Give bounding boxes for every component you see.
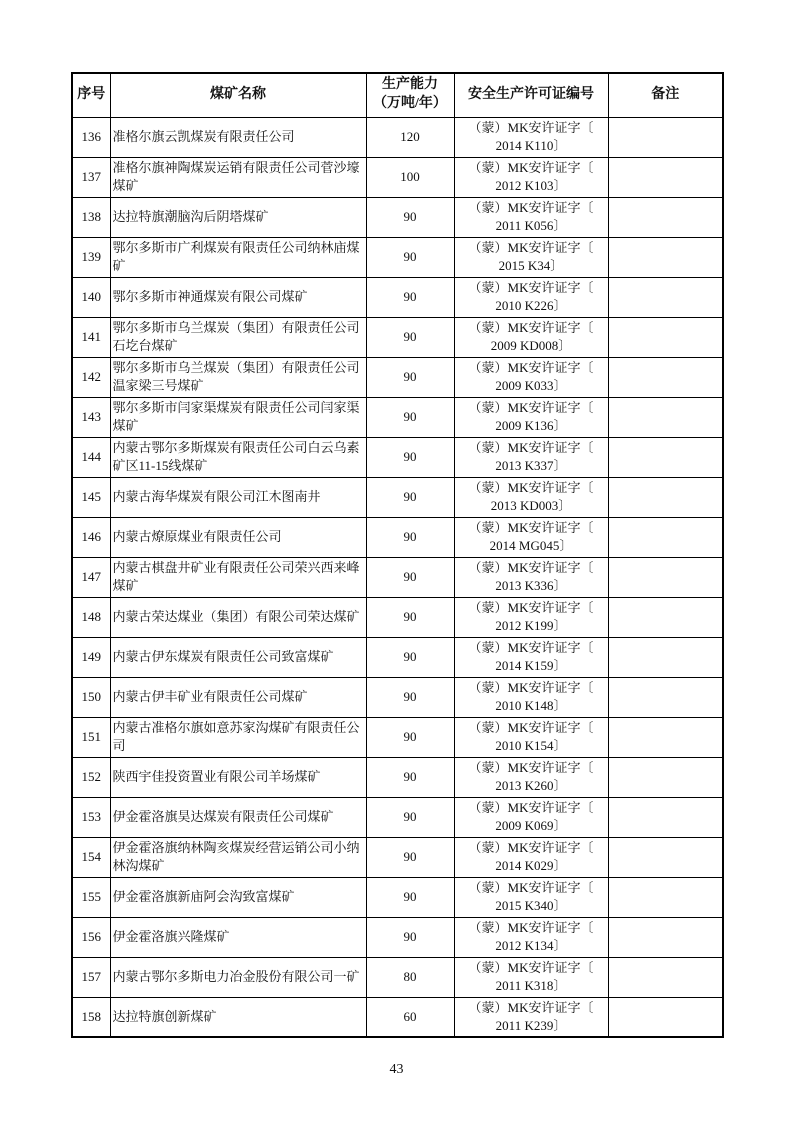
license-code: 2011 K056〕 (495, 218, 567, 233)
capacity-value: 90 (366, 437, 454, 477)
capacity-value: 80 (366, 957, 454, 997)
row-index: 151 (72, 717, 110, 757)
table-row (72, 757, 723, 797)
capacity-value: 90 (366, 557, 454, 597)
row-index: 139 (72, 237, 110, 277)
capacity-value: 90 (366, 197, 454, 237)
row-index: 158 (72, 997, 110, 1037)
page-number: 43 (389, 1062, 404, 1077)
remark-cell (608, 757, 723, 797)
license-number (454, 437, 608, 477)
remark-cell (608, 437, 723, 477)
row-index: 143 (72, 397, 110, 437)
license-prefix: （蒙）MK安许证字〔 (468, 520, 594, 536)
license-number (454, 757, 608, 797)
license-prefix: （蒙）MK安许证字〔 (468, 720, 594, 736)
remark-cell (608, 597, 723, 637)
table-row (72, 437, 723, 477)
license-prefix: （蒙）MK安许证字〔 (468, 120, 594, 136)
license-number (454, 397, 608, 437)
capacity-value: 90 (366, 357, 454, 397)
table-row (72, 957, 723, 997)
remark-cell (608, 877, 723, 917)
license-number (454, 357, 608, 397)
table-row (72, 877, 723, 917)
license-number (454, 117, 608, 157)
capacity-value: 90 (366, 237, 454, 277)
license-code: 2010 K148〕 (495, 698, 567, 713)
remark-cell (608, 557, 723, 597)
row-index: 138 (72, 197, 110, 237)
table-row (72, 797, 723, 837)
capacity-value: 90 (366, 477, 454, 517)
remark-cell (608, 517, 723, 557)
license-prefix: （蒙）MK安许证字〔 (468, 640, 594, 656)
remark-cell (608, 637, 723, 677)
mine-name: 鄂尔多斯市闫家渠煤炭有限责任公司闫家渠煤矿 (110, 397, 366, 437)
mine-name: 内蒙古伊丰矿业有限责任公司煤矿 (110, 677, 366, 717)
mine-name: 内蒙古荣达煤业（集团）有限公司荣达煤矿 (110, 597, 366, 637)
license-prefix: （蒙）MK安许证字〔 (468, 800, 594, 816)
table-row (72, 397, 723, 437)
header-capacity-line2: （万吨/年） (373, 96, 447, 112)
capacity-value: 90 (366, 517, 454, 557)
capacity-value: 90 (366, 397, 454, 437)
license-code: 2014 K029〕 (495, 858, 567, 873)
table-row (72, 317, 723, 357)
license-prefix: （蒙）MK安许证字〔 (468, 480, 594, 496)
license-code: 2011 K318〕 (495, 978, 567, 993)
row-index: 140 (72, 277, 110, 317)
table-row (72, 277, 723, 317)
license-prefix: （蒙）MK安许证字〔 (468, 840, 594, 856)
table-row (72, 557, 723, 597)
table-row (72, 117, 723, 157)
license-code: 2013 K336〕 (495, 578, 567, 593)
remark-cell (608, 717, 723, 757)
license-number (454, 317, 608, 357)
header-capacity (366, 73, 454, 117)
mine-name: 达拉特旗创新煤矿 (110, 997, 366, 1037)
row-index: 155 (72, 877, 110, 917)
license-number (454, 957, 608, 997)
license-prefix: （蒙）MK安许证字〔 (468, 560, 594, 576)
remark-cell (608, 837, 723, 877)
table-body (72, 117, 723, 1037)
license-code: 2013 K260〕 (495, 778, 567, 793)
row-index: 156 (72, 917, 110, 957)
row-index: 142 (72, 357, 110, 397)
license-code: 2012 K134〕 (495, 938, 567, 953)
license-code: 2015 K34〕 (498, 258, 564, 273)
mine-name: 伊金霍洛旗兴隆煤矿 (110, 917, 366, 957)
mine-name: 内蒙古棋盘井矿业有限责任公司荣兴西来峰煤矿 (110, 557, 366, 597)
remark-cell (608, 917, 723, 957)
row-index: 141 (72, 317, 110, 357)
table-row (72, 157, 723, 197)
table-row (72, 477, 723, 517)
license-code: 2014 K110〕 (495, 138, 567, 153)
license-prefix: （蒙）MK安许证字〔 (468, 280, 594, 296)
mine-name: 鄂尔多斯市广利煤炭有限责任公司纳林庙煤矿 (110, 237, 366, 277)
table-row (72, 517, 723, 557)
table-row (72, 637, 723, 677)
header-capacity-line1: 生产能力 (382, 77, 438, 93)
remark-cell (608, 957, 723, 997)
license-prefix: （蒙）MK安许证字〔 (468, 240, 594, 256)
license-code: 2009 KD008〕 (490, 338, 572, 353)
license-number (454, 477, 608, 517)
capacity-value: 90 (366, 757, 454, 797)
mine-name: 伊金霍洛旗新庙阿会沟致富煤矿 (110, 877, 366, 917)
license-prefix: （蒙）MK安许证字〔 (468, 880, 594, 896)
row-index: 136 (72, 117, 110, 157)
remark-cell (608, 477, 723, 517)
license-code: 2009 K136〕 (495, 418, 567, 433)
row-index: 154 (72, 837, 110, 877)
coal-mine-table-container (71, 72, 722, 1038)
license-prefix: （蒙）MK安许证字〔 (468, 200, 594, 216)
mine-name: 伊金霍洛旗昊达煤炭有限责任公司煤矿 (110, 797, 366, 837)
table-row (72, 917, 723, 957)
capacity-value: 90 (366, 597, 454, 637)
mine-name: 内蒙古伊东煤炭有限责任公司致富煤矿 (110, 637, 366, 677)
license-prefix: （蒙）MK安许证字〔 (468, 360, 594, 376)
mine-name: 鄂尔多斯市乌兰煤炭（集团）有限责任公司石圪台煤矿 (110, 317, 366, 357)
license-number (454, 157, 608, 197)
license-prefix: （蒙）MK安许证字〔 (468, 440, 594, 456)
row-index: 153 (72, 797, 110, 837)
license-prefix: （蒙）MK安许证字〔 (468, 960, 594, 976)
remark-cell (608, 997, 723, 1037)
header-mine-name: 煤矿名称 (110, 73, 366, 117)
capacity-value: 90 (366, 677, 454, 717)
row-index: 152 (72, 757, 110, 797)
header-license: 安全生产许可证编号 (454, 73, 608, 117)
table-row (72, 357, 723, 397)
license-code: 2013 KD003〕 (490, 498, 572, 513)
row-index: 150 (72, 677, 110, 717)
table-row (72, 677, 723, 717)
row-index: 145 (72, 477, 110, 517)
remark-cell (608, 157, 723, 197)
remark-cell (608, 117, 723, 157)
remark-cell (608, 797, 723, 837)
mine-name: 内蒙古燎原煤业有限责任公司 (110, 517, 366, 557)
license-number (454, 517, 608, 557)
license-number (454, 597, 608, 637)
license-number (454, 637, 608, 677)
table-row (72, 997, 723, 1037)
capacity-value: 90 (366, 317, 454, 357)
license-code: 2010 K226〕 (495, 298, 567, 313)
capacity-value: 90 (366, 277, 454, 317)
license-number (454, 797, 608, 837)
capacity-value: 60 (366, 997, 454, 1037)
capacity-value: 90 (366, 637, 454, 677)
license-number (454, 557, 608, 597)
license-number (454, 677, 608, 717)
license-code: 2011 K239〕 (495, 1017, 567, 1033)
remark-cell (608, 317, 723, 357)
mine-name: 内蒙古鄂尔多斯电力冶金股份有限公司一矿 (110, 957, 366, 997)
license-code: 2013 K337〕 (495, 458, 567, 473)
license-prefix: （蒙）MK安许证字〔 (468, 760, 594, 776)
license-prefix: （蒙）MK安许证字〔 (468, 160, 594, 176)
capacity-value: 90 (366, 917, 454, 957)
row-index: 157 (72, 957, 110, 997)
remark-cell (608, 397, 723, 437)
table-row (72, 717, 723, 757)
mine-name: 达拉特旗潮脑沟后阴塔煤矿 (110, 197, 366, 237)
capacity-value: 90 (366, 837, 454, 877)
license-code: 2009 K069〕 (495, 818, 567, 833)
mine-name: 鄂尔多斯市乌兰煤炭（集团）有限责任公司温家梁三号煤矿 (110, 357, 366, 397)
license-number (454, 237, 608, 277)
remark-cell (608, 357, 723, 397)
license-code: 2012 K199〕 (495, 618, 567, 633)
license-number (454, 717, 608, 757)
capacity-value: 90 (366, 797, 454, 837)
mine-name: 准格尔旗云凯煤炭有限责任公司 (110, 117, 366, 157)
row-index: 149 (72, 637, 110, 677)
license-number (454, 997, 608, 1037)
mine-name: 内蒙古鄂尔多斯煤炭有限责任公司白云乌素矿区11-15线煤矿 (110, 437, 366, 477)
capacity-value: 100 (366, 157, 454, 197)
license-number (454, 197, 608, 237)
table-row (72, 597, 723, 637)
license-code: 2015 K340〕 (495, 898, 567, 913)
remark-cell (608, 677, 723, 717)
license-code: 2009 K033〕 (495, 378, 567, 393)
remark-cell (608, 197, 723, 237)
capacity-value: 120 (366, 117, 454, 157)
capacity-value: 90 (366, 877, 454, 917)
table-header (72, 73, 723, 117)
license-number (454, 837, 608, 877)
header-remark: 备注 (608, 73, 723, 117)
table-row (72, 837, 723, 877)
mine-name: 内蒙古海华煤炭有限公司江木图南井 (110, 477, 366, 517)
license-code: 2014 MG045〕 (489, 538, 573, 553)
license-prefix: （蒙）MK安许证字〔 (468, 400, 594, 416)
row-index: 146 (72, 517, 110, 557)
remark-cell (608, 237, 723, 277)
row-index: 137 (72, 157, 110, 197)
license-number (454, 877, 608, 917)
capacity-value: 90 (366, 717, 454, 757)
row-index: 144 (72, 437, 110, 477)
license-prefix: （蒙）MK安许证字〔 (468, 920, 594, 936)
license-code: 2010 K154〕 (495, 738, 567, 753)
row-index: 148 (72, 597, 110, 637)
mine-name: 内蒙古准格尔旗如意苏家沟煤矿有限责任公司 (110, 717, 366, 757)
mine-name: 准格尔旗神陶煤炭运销有限责任公司菅沙壕煤矿 (110, 157, 366, 197)
license-number (454, 277, 608, 317)
remark-cell (608, 277, 723, 317)
license-code: 2012 K103〕 (495, 178, 567, 193)
license-prefix: （蒙）MK安许证字〔 (468, 680, 594, 696)
license-code: 2014 K159〕 (495, 658, 567, 673)
table-row (72, 237, 723, 277)
table-row (72, 197, 723, 237)
coal-mine-table (71, 72, 724, 1038)
header-row (72, 73, 723, 117)
mine-name: 鄂尔多斯市神通煤炭有限公司煤矿 (110, 277, 366, 317)
row-index: 147 (72, 557, 110, 597)
license-prefix: （蒙）MK安许证字〔 (468, 320, 594, 336)
header-index: 序号 (72, 73, 110, 117)
license-prefix: （蒙）MK安许证字〔 (468, 1000, 594, 1016)
mine-name: 陕西宇佳投资置业有限公司羊场煤矿 (110, 757, 366, 797)
license-prefix: （蒙）MK安许证字〔 (468, 600, 594, 616)
license-number (454, 917, 608, 957)
mine-name: 伊金霍洛旗纳林陶亥煤炭经营运销公司小纳林沟煤矿 (110, 837, 366, 877)
